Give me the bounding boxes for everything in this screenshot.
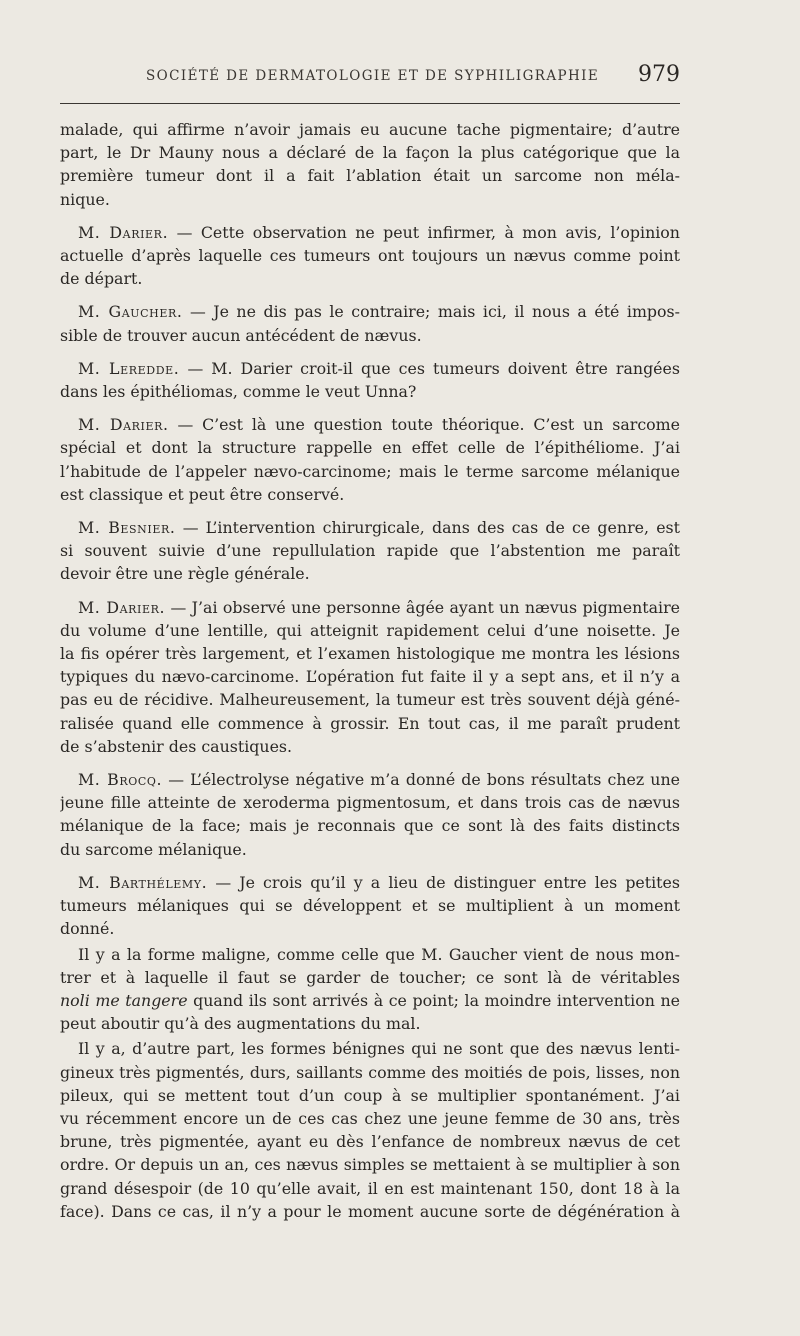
text-line: donné.: [60, 919, 115, 939]
text-line: malade, qui affirme n’avoir jamais eu aucune tache pigmentaire; d’autre: [60, 120, 680, 139]
text-line: typiques du nævo-carcinome. L’opération fut faite il y a sept ans, et il n’y a: [60, 667, 680, 687]
paragraph-4: [60, 357, 680, 403]
speaker-name: M. Leredde.: [78, 358, 180, 378]
text-line: est classique et peut être conservé.: [60, 484, 345, 504]
line-text: — C’est là une question toute théorique. C’est un sarcome: [177, 415, 680, 435]
page-number: 979: [638, 62, 680, 87]
text-line: si souvent suivie d’une repullulation rapide que l’abstention me paraît: [60, 541, 680, 561]
text-line: actuelle d’après laquelle ces tumeurs ont toujours un nævus comme point: [60, 246, 680, 266]
text-line: ralisée quand elle commence à grossir. En tout cas, il me paraît prudent: [60, 713, 680, 733]
text-line: du volume d’une lentille, qui atteignit rapidement celui d’une noisette. Je: [60, 620, 680, 640]
text-line: spécial et dont la structure rappelle en effet celle de l’épithéliome. J’ai: [60, 438, 680, 458]
text-line: mélanique de la face; mais je reconnais que ce sont là des faits distincts: [60, 816, 680, 836]
text-line: l’habitude de l’appeler nævo-carcinome; mais le terme sarcome mélanique: [60, 461, 680, 481]
paragraph-6: [60, 516, 680, 586]
paragraph-9: [60, 871, 680, 941]
speaker-name: M. Brocq.: [78, 770, 163, 790]
text-line: tumeurs mélaniques qui se développent et se multiplient à un moment: [60, 896, 680, 916]
text-line: [60, 221, 680, 244]
text-line: de s’abstenir des caustiques.: [60, 736, 293, 756]
text-line: Il y a, d’autre part, les formes bénignes qui ne sont que des nævus lenti-: [78, 1039, 680, 1059]
text-line: [60, 516, 680, 539]
text-line: dans les épithéliomas, comme le veut Unna?: [60, 382, 417, 402]
text-line: ordre. Or depuis un an, ces nævus simples se mettaient à se multiplier à son: [60, 1155, 680, 1175]
line-text: — Je crois qu’il y a lieu de distinguer entre les petites: [215, 872, 680, 892]
text-line: [60, 300, 680, 323]
speaker-name: M. Darier.: [78, 415, 169, 435]
line-text: — J’ai observé une personne âgée ayant un nævus pigmentaire: [170, 597, 680, 617]
line-text: — M. Darier croit-il que ces tumeurs doivent être rangées: [187, 358, 680, 378]
text-line: vu récemment encore un de ces cas chez une jeune femme de 30 ans, très: [60, 1108, 680, 1128]
running-title: SOCIÉTÉ DE DERMATOLOGIE ET DE SYPHILIGRAPHIE: [146, 68, 600, 84]
page-body: [60, 118, 680, 1233]
italic-phrase: noli me tangere: [60, 990, 188, 1010]
paragraph-10: [60, 943, 680, 1036]
text-line: brune, très pigmentée, ayant eu dès l’enfance de nombreux nævus de cet: [60, 1132, 680, 1152]
header-rule: [60, 103, 680, 104]
text-line: pas eu de récidive. Malheureusement, la tumeur est très souvent déjà géné-: [60, 690, 680, 710]
text-line: peut aboutir qu’à des augmentations du mal.: [60, 1014, 421, 1034]
paragraph-2: [60, 221, 680, 291]
speaker-name: M. Besnier.: [78, 518, 176, 538]
line-text: — L’électrolyse négative m’a donné de bons résultats chez une: [168, 770, 680, 790]
text-line: gineux très pigmentés, durs, saillants comme des moitiés de pois, lisses, non: [60, 1062, 680, 1082]
text-line: la fis opérer très largement, et l’examen histologique me montra les lésions: [60, 644, 680, 664]
text-line: nique.: [60, 189, 110, 209]
text-line: jeune fille atteinte de xeroderma pigmentosum, et dans trois cas de nævus: [60, 793, 680, 813]
line-text: — Je ne dis pas le contraire; mais ici, il nous a été impos-: [189, 302, 680, 322]
speaker-name: M. Gaucher.: [78, 302, 183, 322]
paragraph-5: [60, 413, 680, 506]
paragraph-11: [60, 1037, 680, 1223]
line-text: — Cette observation ne peut infirmer, à mon avis, l’opinion: [176, 222, 680, 242]
text-line: [60, 357, 680, 380]
text-line: part, le Dr Mauny nous a déclaré de la façon la plus catégorique que la: [60, 143, 680, 163]
speaker-name: M. Darier.: [78, 597, 166, 617]
text-line: pileux, qui se mettent tout d’un coup à se multiplier spontanément. J’ai: [60, 1085, 680, 1105]
text-line: devoir être une règle générale.: [60, 564, 310, 584]
text-line: Il y a la forme maligne, comme celle que M. Gaucher vient de nous mon-: [78, 944, 680, 964]
text-line: [60, 871, 680, 894]
text-line: de départ.: [60, 269, 143, 289]
text-line: du sarcome mélanique.: [60, 839, 247, 859]
paragraph-8: [60, 768, 680, 861]
paragraph-3: [60, 300, 680, 346]
text-line: première tumeur dont il a fait l’ablation était un sarcome non méla-: [60, 166, 680, 186]
text-line: [60, 989, 680, 1012]
text-line: trer et à laquelle il faut se garder de toucher; ce sont là de véritables: [60, 967, 680, 987]
line-text: — L’intervention chirurgicale, dans des cas de ce genre, est: [182, 518, 680, 538]
page-header: [60, 64, 680, 94]
text-line: face). Dans ce cas, il n’y a pour le moment aucune sorte de dégénération à: [60, 1201, 680, 1221]
text-line: [60, 596, 680, 619]
text-line: grand désespoir (de 10 qu’elle avait, il en est maintenant 150, dont 18 à la: [60, 1178, 680, 1198]
text-line: [60, 768, 680, 791]
text-line: [60, 413, 680, 436]
speaker-name: M. Barthélemy.: [78, 872, 208, 892]
text-line: sible de trouver aucun antécédent de nævus.: [60, 325, 422, 345]
speaker-name: M. Darier.: [78, 222, 169, 242]
line-text: quand ils sont arrivés à ce point; la moindre intervention ne: [193, 990, 680, 1010]
paragraph-7: [60, 596, 680, 758]
paragraph-1: [60, 118, 680, 211]
